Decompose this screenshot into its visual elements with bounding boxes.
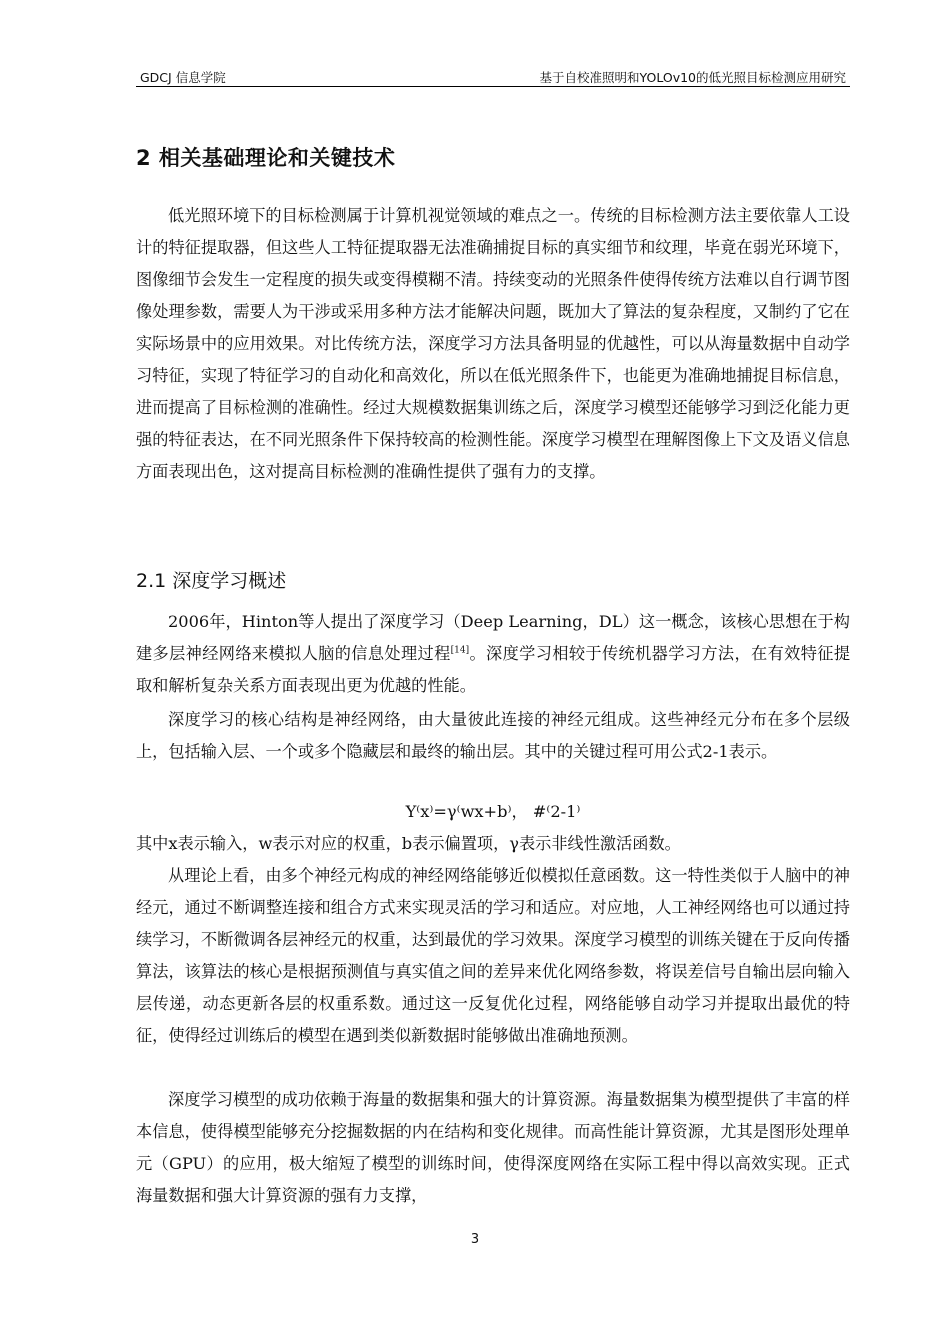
header-institution: GDCJ 信息学院 — [140, 70, 226, 85]
paragraph-data-and-compute: 深度学习模型的成功依赖于海量的数据集和强大的计算资源。海量数据集为模型提供了丰富的样本信息，使得模型能够充分挖掘数据的内在结构和变化规律。而高性能计算资源，尤其是图形处理单元（GPU）的应用，极大缩短了模型的训练时间，使得深度网络在实际工程中得以高效实现。正式海量数据和强大计算资源的强有力支撑， — [136, 1090, 850, 1205]
citation-reference: [14] — [450, 645, 470, 656]
paragraph-text: 。深度学习相较于传统机器学习方法，在有效特征提取和解析复杂关系方面表现出更为优越的性能。 — [136, 644, 851, 695]
paragraph-approximation-theory: 从理论上看，由多个神经元构成的神经网络能够近似模拟任意函数。这一特性类似于人脑中的神经元，通过不断调整连接和组合方式来实现灵活的学习和适应。对应地，人工神经网络也可以通过持续学习，不断微调各层神经元的权重，达到最优的学习效果。深度学习模型的训练关键在于反向传播算法，该算法的核心是根据预测值与真实值之间的差异来优化网络参数，将误差信号自输出层向输入层传递，动态更新各层的权重系数。通过这一反复优化过程，网络能够自动学习并提取出最优的特征，使得经过训练后的模型在遇到类似新数据时能够做出准确地预测。 — [136, 866, 850, 1045]
header-thesis-title: 基于自校准照明和YOLOv10的低光照目标检测应用研究 — [539, 70, 846, 85]
paragraph-deep-learning-origin — [136, 606, 850, 702]
section-intro-paragraph: 低光照环境下的目标检测属于计算机视觉领域的难点之一。传统的目标检测方法主要依靠人工设计的特征提取器，但这些人工特征提取器无法准确捕捉目标的真实细节和纹理，毕竟在弱光环境下，图像细节会发生一定程度的损失或变得模糊不清。持续变动的光照条件使得传统方法难以自行调节图像处理参数，需要人为干涉或采用多种方法才能解决问题，既加大了算法的复杂程度，又制约了它在实际场景中的应用效果。对比传统方法，深度学习方法具备明显的优越性，可以从海量数据中自动学习特征，实现了特征学习的自动化和高效化，所以在低光照条件下，也能更为准确地捕捉目标信息，进而提高了目标检测的准确性。经过大规模数据集训练之后，深度学习模型还能够学习到泛化能力更强的特征表达，在不同光照条件下保持较高的检测性能。深度学习模型在理解图像上下文及语义信息方面表现出色，这对提高目标检测的准确性提供了强有力的支撑。 — [136, 206, 850, 481]
page-number: 3 — [470, 1232, 480, 1247]
paragraph-text: 2006年，Hinton等人提出了深度学习（Deep Learning，DL）这一概念，该核心思想在于构建多层神经网络来模拟人脑的信息处理过程 — [136, 612, 850, 663]
paragraph-formula-explanation: 其中x表示输入，w表示对应的权重，b表示偏置项，γ表示非线性激活函数。 — [136, 834, 681, 853]
section-title: 2 相关基础理论和关键技术 — [136, 146, 396, 170]
paragraph-neural-network-structure: 深度学习的核心结构是神经网络，由大量彼此连接的神经元组成。这些神经元分布在多个层级上，包括输入层、一个或多个隐藏层和最终的输出层。其中的关键过程可用公式2-1表示。 — [136, 710, 850, 761]
formula-2-1: Y⁽x⁾=γ⁽wx+b⁾， #⁽2-1⁾ — [405, 802, 581, 821]
subsection-title: 2.1 深度学习概述 — [136, 570, 287, 592]
page-header — [136, 66, 850, 87]
